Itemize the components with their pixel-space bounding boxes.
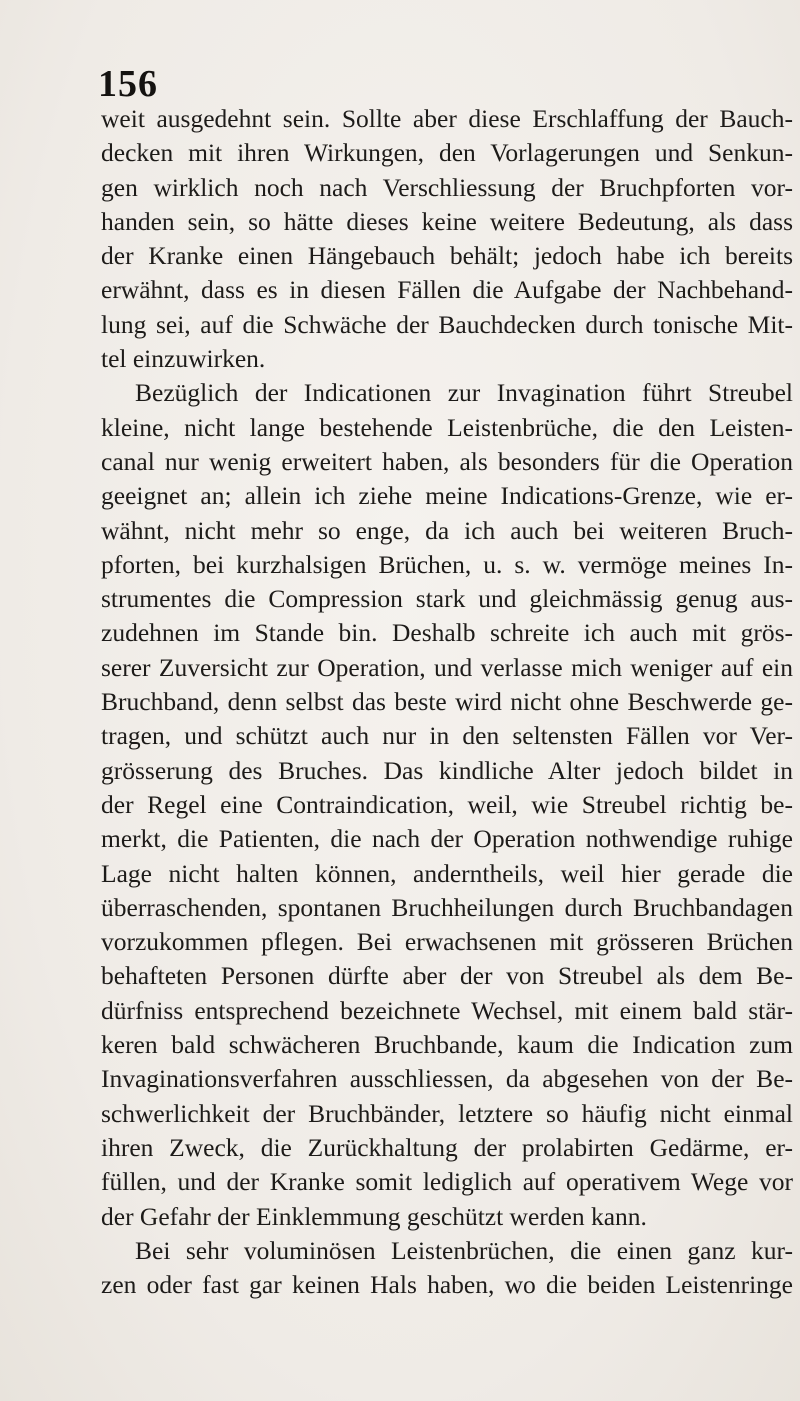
body-text [101, 102, 793, 1302]
text-line: erwähnt, dass es in diesen Fällen die Aufgabe der Nachbehand- [101, 275, 793, 305]
text-line: grösserung des Bruches. Das kindliche Alter jedoch bildet in [101, 755, 793, 785]
page-number: 156 [98, 63, 158, 105]
text-line: vorzukommen pflegen. Bei erwachsenen mit grösseren Brüchen [101, 927, 793, 957]
text-line: Bei sehr voluminösen Leistenbrüchen, die einen ganz kur- [135, 1235, 793, 1265]
text-line: Bezüglich der Indicationen zur Invagination führt Streubel [135, 378, 793, 408]
text-line: der Gefahr der Einklemmung geschützt werden kann. [101, 1201, 647, 1231]
text-line: Invaginationsverfahren ausschliessen, da abgesehen von der Be- [101, 1064, 793, 1094]
text-line: decken mit ihren Wirkungen, den Vorlagerungen und Senkun- [101, 138, 793, 168]
text-line: Bruchband, denn selbst das beste wird nicht ohne Beschwerde ge- [101, 687, 793, 717]
text-line: der Kranke einen Hängebauch behält; jedoch habe ich bereits [101, 241, 793, 271]
text-line: zudehnen im Stande bin. Deshalb schreite ich auch mit grös- [101, 618, 793, 648]
text-line: ihren Zweck, die Zurückhaltung der prolabirten Gedärme, er- [101, 1132, 793, 1162]
text-line: keren bald schwächeren Bruchbande, kaum die Indication zum [101, 1030, 793, 1060]
text-line: gen wirklich noch nach Verschliessung der Bruchpforten vor- [101, 172, 793, 202]
text-line: füllen, und der Kranke somit lediglich auf operativem Wege vor [101, 1167, 793, 1197]
text-line: weit ausgedehnt sein. Sollte aber diese Erschlaffung der Bauch- [101, 104, 793, 133]
text-line: handen sein, so hätte dieses keine weitere Bedeutung, als dass [101, 206, 793, 236]
text-line: behafteten Personen dürfte aber der von Streubel als dem Be- [101, 961, 793, 991]
text-line: lung sei, auf die Schwäche der Bauchdecken durch tonische Mit- [101, 309, 793, 339]
text-line: serer Zuversicht zur Operation, und verlasse mich weniger auf ein [101, 652, 793, 682]
text-line: tragen, und schützt auch nur in den seltensten Fällen vor Ver- [101, 721, 793, 751]
text-line: schwerlichkeit der Bruchbänder, letztere so häufig nicht einmal [101, 1098, 793, 1128]
text-line: kleine, nicht lange bestehende Leistenbrüche, die den Leisten- [101, 412, 793, 442]
text-line: Lage nicht halten können, anderntheils, weil hier gerade die [101, 858, 793, 888]
text-line: strumentes die Compression stark und gleichmässig genug aus- [101, 584, 793, 614]
text-line: überraschenden, spontanen Bruchheilungen durch Bruchbandagen [101, 892, 793, 922]
text-line: der Regel eine Contraindication, weil, wie Streubel richtig be- [101, 789, 793, 819]
text-line: geeignet an; allein ich ziehe meine Indications-Grenze, wie er- [101, 481, 793, 511]
text-line: canal nur wenig erweitert haben, als besonders für die Operation [101, 446, 793, 476]
text-line: merkt, die Patienten, die nach der Operation nothwendige ruhige [101, 824, 793, 854]
text-line: wähnt, nicht mehr so enge, da ich auch bei weiteren Bruch- [101, 515, 793, 545]
text-line: dürfniss entsprechend bezeichnete Wechsel, mit einem bald stär- [101, 995, 793, 1025]
text-line: tel einzuwirken. [101, 344, 266, 374]
text-line: pforten, bei kurzhalsigen Brüchen, u. s. w. vermöge meines In- [101, 549, 793, 579]
text-line: zen oder fast gar keinen Hals haben, wo die beiden Leistenringe [101, 1270, 793, 1300]
